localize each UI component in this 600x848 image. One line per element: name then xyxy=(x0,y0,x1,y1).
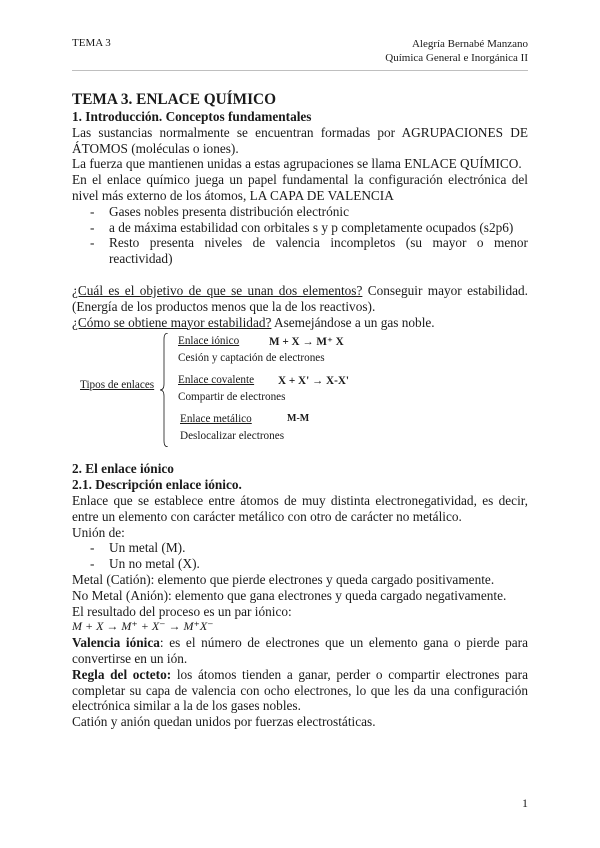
question-1-paragraph xyxy=(72,283,528,315)
header-author: Alegría Bernabé Manzano xyxy=(411,38,528,50)
bond-types-diagram xyxy=(72,331,528,451)
metallic-bond-equation: M-M xyxy=(287,413,310,425)
s2-paragraph-2: Unión de: xyxy=(72,524,125,540)
valencia-term: Valencia iónica xyxy=(72,635,160,651)
list-item: - Un metal (M). xyxy=(72,540,528,556)
header-divider xyxy=(72,70,528,71)
s1-list xyxy=(72,204,528,267)
section-2-heading: 2. El enlace iónico xyxy=(72,461,174,477)
octeto-definition: los átomos tienden a ganar, perder o compartir electrones para completar su capa de valencia con ocho electrones, lo que les da una configuración electrónica similar a la de los gases nobles. xyxy=(72,666,528,714)
covalent-bond-description: Compartir de electrones xyxy=(178,391,286,404)
section-1-heading: 1. Introducción. Conceptos fundamentales xyxy=(72,109,312,124)
header-left: TEMA 3 xyxy=(72,37,111,49)
question-2-paragraph xyxy=(72,315,528,331)
metallic-bond-description: Deslocalizar electrones xyxy=(180,430,285,443)
diagram-root-label: Tipos de enlaces xyxy=(80,379,155,392)
ionic-bond-label: Enlace iónico xyxy=(178,335,240,348)
list-item: - Gases nobles presenta distribución electrónic xyxy=(72,204,528,220)
valencia-definition: : es el número de electrones que un elemento gana o pierde para convertirse en un ión. xyxy=(72,635,528,666)
document-title: TEMA 3. ENLACE QUÍMICO xyxy=(72,91,276,108)
s2-paragraph-4: No Metal (Anión): elemento que gana electrones y queda cargado negativamente. xyxy=(72,587,507,603)
document-body xyxy=(72,91,528,730)
s1-paragraph-1: Las sustancias normalmente se encuentran formadas por AGRUPACIONES DE ÁTOMOS (moléculas o iones). xyxy=(72,124,528,156)
s2-paragraph-3: Metal (Catión): elemento que pierde electrones y queda cargado positivamente. xyxy=(72,571,495,587)
octeto-term: Regla del octeto: xyxy=(72,666,172,682)
page-number: 1 xyxy=(522,796,528,810)
ionic-bond-description: Cesión y captación de electrones xyxy=(178,352,325,365)
metallic-bond-label: Enlace metálico xyxy=(180,413,252,426)
answer-2: Asemejándose a un gas noble. xyxy=(271,314,435,330)
curly-brace-icon xyxy=(160,333,168,447)
ionic-pair-formula: M + X → M⁺ + X⁻ → M⁺X⁻ xyxy=(72,619,214,634)
list-item: - Resto presenta niveles de valencia incompletos (su mayor o menor reactividad) xyxy=(72,235,528,267)
octeto-paragraph xyxy=(72,667,528,714)
question-1: ¿Cuál es el objetivo de que se unan dos elementos? xyxy=(72,282,363,298)
s1-paragraph-3: En el enlace químico juega un papel fundamental la configuración electrónica del nivel más externo de los átomos, LA CAPA DE VALENCIA xyxy=(72,172,528,203)
covalent-bond-label: Enlace covalente xyxy=(178,374,255,387)
s2-paragraph-1: Enlace que se establece entre átomos de muy distinta electronegatividad, es decir, entre un elemento con carácter metálico con otro de carácter no metálico. xyxy=(72,492,528,524)
valencia-paragraph xyxy=(72,635,528,667)
s2-paragraph-5: El resultado del proceso es un par iónico: xyxy=(72,603,292,619)
question-2: ¿Cómo se obtiene mayor estabilidad? xyxy=(72,314,272,330)
covalent-bond-equation: X + X' → X-X' xyxy=(278,375,350,388)
ionic-bond-equation: M + X → M⁺ X xyxy=(269,336,344,349)
s2-paragraph-6: Catión y anión quedan unidos por fuerzas electrostáticas. xyxy=(72,714,376,730)
section-2-1-heading: 2.1. Descripción enlace iónico. xyxy=(72,477,242,493)
s2-list xyxy=(72,540,528,572)
header-course: Química General e Inorgánica II xyxy=(385,52,528,64)
answer-1: Conseguir mayor estabilidad. (Energía de los productos menos que la de los reactivos). xyxy=(72,282,529,314)
list-item: - a de máxima estabilidad con orbitales s y p completamente ocupados (s2p6) xyxy=(72,220,528,236)
header-right xyxy=(385,37,528,65)
s1-paragraph-2: La fuerza que mantienen unidas a estas agrupaciones se llama ENLACE QUÍMICO. xyxy=(72,156,522,172)
list-item: - Un no metal (X). xyxy=(72,556,528,572)
